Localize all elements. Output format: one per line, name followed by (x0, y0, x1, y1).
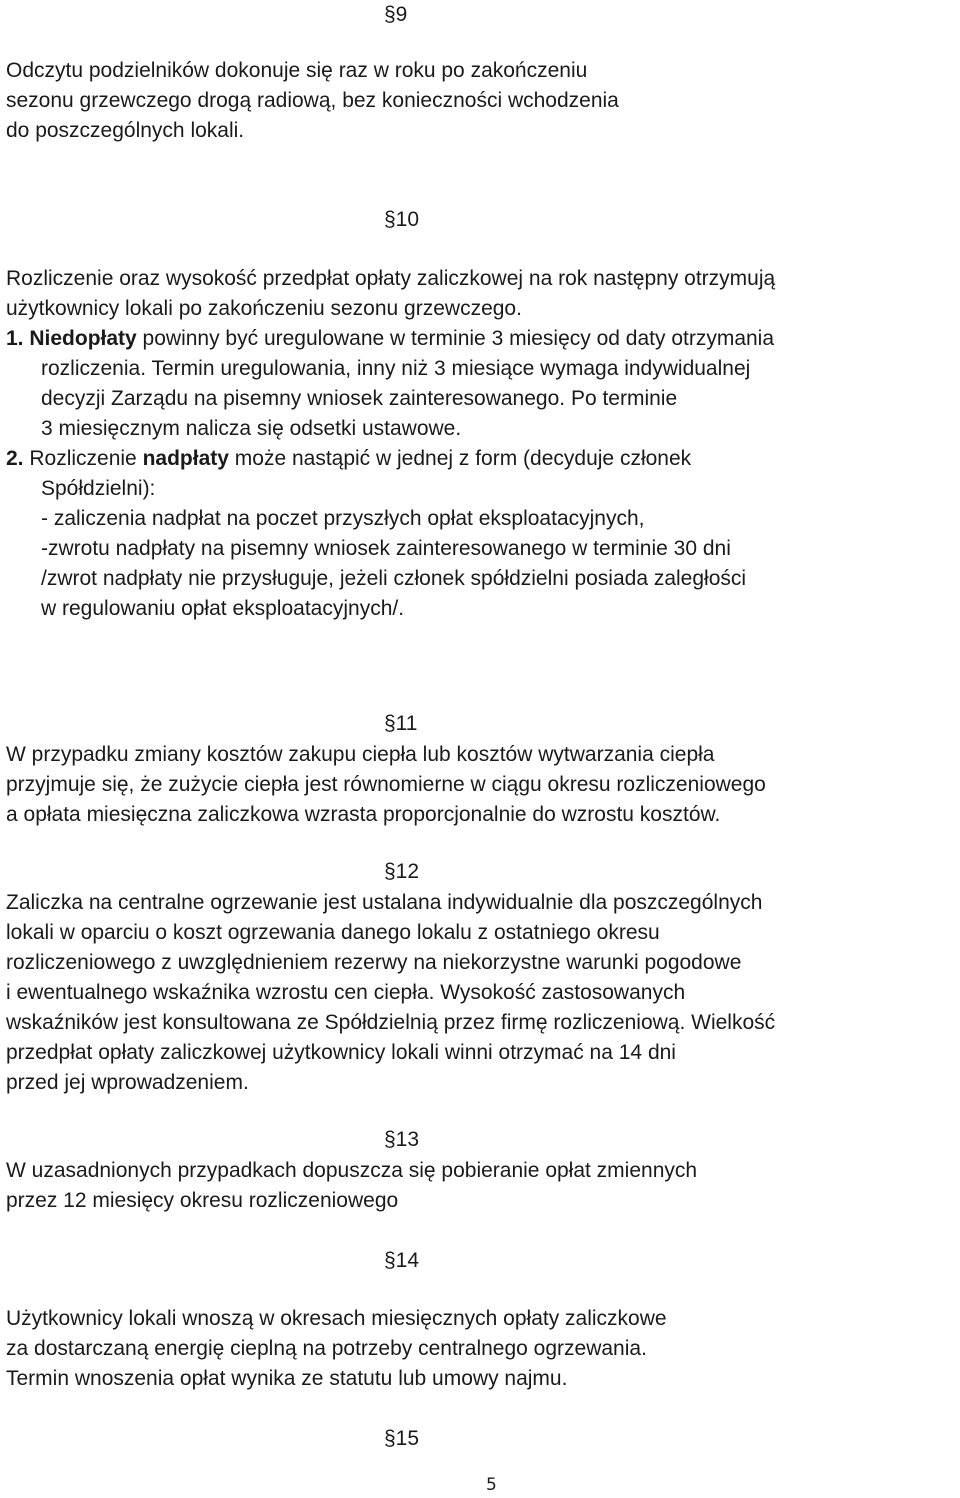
point-2-text: może nastąpić w jednej z form (decyduje członek (228, 447, 692, 470)
section-12-line-5: wskaźników jest konsultowana ze Spółdzielnią przez firmę rozliczeniową. Wielkość (6, 1011, 776, 1034)
section-10-point-2-line-6: w regulowaniu opłat eksploatacyjnych/. (41, 597, 405, 620)
section-14-header: §14 (384, 1249, 420, 1272)
section-10-line-1: Rozliczenie oraz wysokość przedpłat opłaty zaliczkowej na rok następny otrzymują (6, 267, 776, 290)
section-9-line-3: do poszczególnych lokali. (6, 119, 245, 142)
section-10-point-2-line-5: /zwrot nadpłaty nie przysługuje, jeżeli członek spółdzielni posiada zaległości (41, 567, 747, 590)
point-1-text: powinny być uregulowane w terminie 3 miesięcy od daty otrzymania (136, 327, 775, 350)
section-13-line-2: przez 12 miesięcy okresu rozliczeniowego (6, 1189, 399, 1212)
section-12-header: §12 (384, 860, 420, 883)
page-number: 5 (486, 1475, 497, 1495)
section-9-line-2: sezonu grzewczego drogą radiową, bez konieczności wchodzenia (6, 89, 619, 112)
section-12-line-4: i ewentualnego wskaźnika wzrostu cen ciepła. Wysokość zastosowanych (6, 981, 686, 1004)
section-13-line-1: W uzasadnionych przypadkach dopuszcza się pobieranie opłat zmiennych (6, 1159, 698, 1182)
section-10-point-2-line-2: Spółdzielni): (41, 477, 156, 500)
section-9-header: §9 (384, 3, 408, 26)
section-10-point-2-line-1 (6, 444, 691, 474)
section-10-line-2: użytkownicy lokali po zakończeniu sezonu grzewczego. (6, 297, 522, 320)
section-14-line-1: Użytkownicy lokali wnoszą w okresach miesięcznych opłaty zaliczkowe (6, 1307, 667, 1330)
section-12-line-3: rozliczeniowego z uwzględnieniem rezerwy na niekorzystne warunki pogodowe (6, 951, 742, 974)
section-10-header: §10 (384, 208, 420, 231)
section-9-line-1: Odczytu podzielników dokonuje się raz w roku po zakończeniu (6, 59, 588, 82)
section-10-point-2-line-3: - zaliczenia nadpłat na poczet przyszłych opłat eksploatacyjnych, (41, 507, 645, 530)
section-10-point-1-line-3: decyzji Zarządu na pisemny wniosek zainteresowanego. Po terminie (41, 387, 678, 410)
point-1-keyword: Niedopłaty (29, 327, 137, 350)
section-10-point-2-line-4: -zwrotu nadpłaty na pisemny wniosek zainteresowanego w terminie 30 dni (41, 537, 731, 560)
section-10-point-1-line-1 (6, 324, 774, 354)
section-12-line-1: Zaliczka na centralne ogrzewanie jest ustalana indywidualnie dla poszczególnych (6, 891, 763, 914)
point-2-prefix: Rozliczenie (23, 447, 143, 470)
section-12-line-6: przedpłat opłaty zaliczkowej użytkownicy lokali winni otrzymać na 14 dni (6, 1041, 676, 1064)
point-2-number: 2. (6, 447, 24, 470)
section-13-header: §13 (384, 1128, 420, 1151)
section-14-line-3: Termin wnoszenia opłat wynika ze statutu lub umowy najmu. (6, 1367, 568, 1390)
section-10-point-1-line-2: rozliczenia. Termin uregulowania, inny niż 3 miesiące wymaga indywidualnej (41, 357, 751, 380)
section-11-header: §11 (384, 712, 418, 735)
section-11-line-2: przyjmuje się, że zużycie ciepła jest równomierne w ciągu okresu rozliczeniowego (6, 773, 766, 796)
section-10-point-1-line-4: 3 miesięcznym nalicza się odsetki ustawowe. (41, 417, 462, 440)
section-11-line-1: W przypadku zmiany kosztów zakupu ciepła lub kosztów wytwarzania ciepła (6, 743, 715, 766)
section-12-line-2: lokali w oparciu o koszt ogrzewania danego lokalu z ostatniego okresu (6, 921, 660, 944)
section-15-header: §15 (384, 1427, 420, 1450)
section-11-line-3: a opłata miesięczna zaliczkowa wzrasta proporcjonalnie do wzrostu kosztów. (6, 803, 721, 826)
section-14-line-2: za dostarczaną energię cieplną na potrzeby centralnego ogrzewania. (6, 1337, 647, 1360)
section-12-line-7: przed jej wprowadzeniem. (6, 1071, 249, 1094)
point-2-keyword: nadpłaty (142, 447, 229, 470)
point-1-number: 1. (6, 327, 24, 350)
